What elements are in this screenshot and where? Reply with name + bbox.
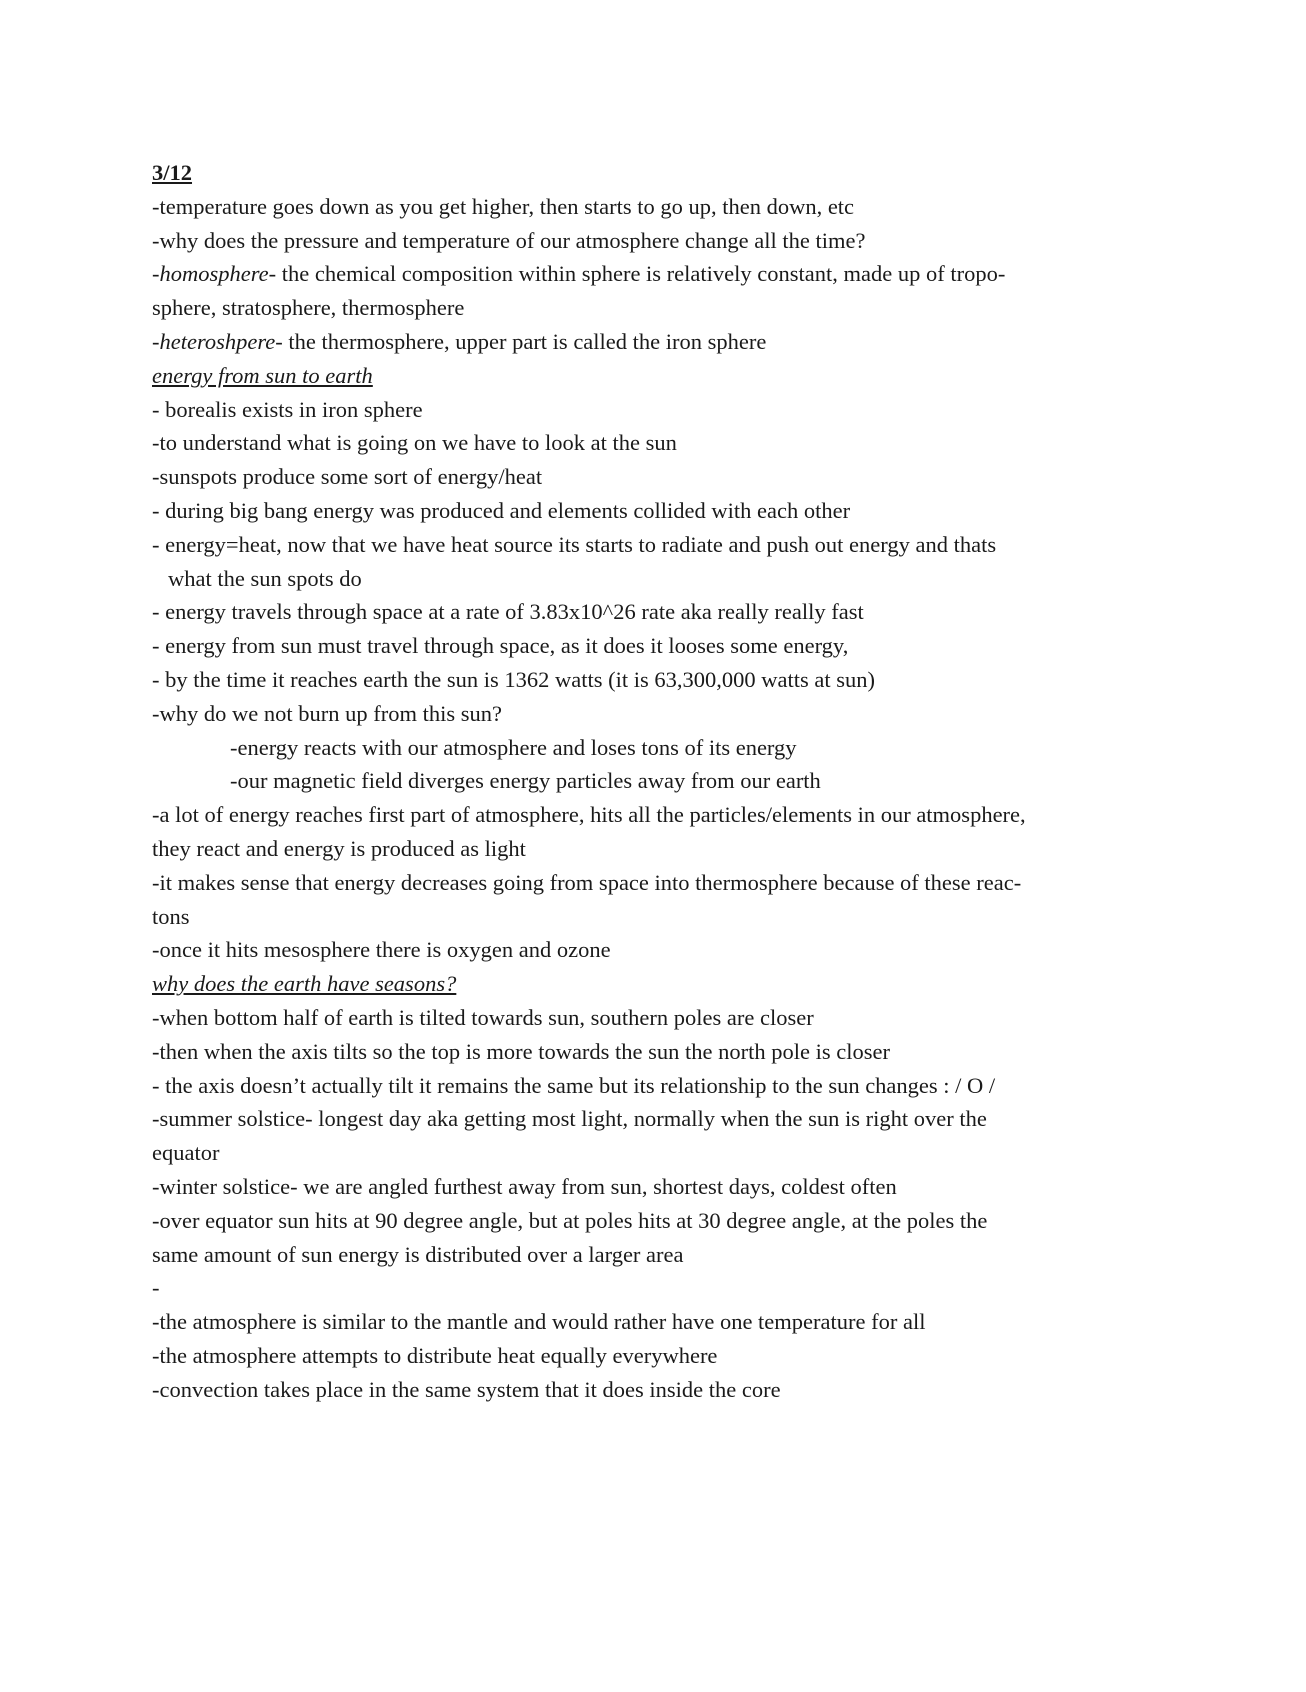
note-line: - (152, 1275, 160, 1301)
note-line: -sunspots produce some sort of energy/heat (152, 464, 543, 490)
section-heading-seasons: why does the earth have seasons? (152, 971, 457, 997)
note-line: -when bottom half of earth is tilted towards sun, southern poles are closer (152, 1004, 814, 1030)
note-line-indented: -energy reacts with our atmosphere and loses tons of its energy (230, 734, 797, 760)
note-line (152, 257, 1142, 291)
note-line-indented: -our magnetic field diverges energy particles away from our earth (230, 768, 821, 794)
term-homosphere: -homosphere- (152, 261, 277, 287)
note-line: -why do we not burn up from this sun? (152, 700, 502, 726)
note-line: -summer solstice- longest day aka getting most light, normally when the sun is right over the (152, 1106, 987, 1132)
note-line: - by the time it reaches earth the sun is 1362 watts (it is 63,300,000 watts at sun) (152, 666, 875, 692)
note-line: -why does the pressure and temperature of our atmosphere change all the time? (152, 227, 866, 253)
note-line: -to understand what is going on we have to look at the sun (152, 430, 677, 456)
note-line: - energy=heat, now that we have heat source its starts to radiate and push out energy and thats (152, 531, 997, 557)
note-line: what the sun spots do (168, 565, 362, 591)
note-line: -the atmosphere attempts to distribute heat equally everywhere (152, 1342, 718, 1368)
note-line: - energy travels through space at a rate of 3.83x10^26 rate aka really really fast (152, 599, 864, 625)
notes-page (152, 156, 1142, 1406)
note-line: equator (152, 1140, 220, 1166)
note-line: - energy from sun must travel through space, as it does it looses some energy, (152, 633, 849, 659)
note-line: sphere, stratosphere, thermosphere (152, 295, 465, 321)
note-line: -temperature goes down as you get higher, then starts to go up, then down, etc (152, 193, 855, 219)
term-definition: the thermosphere, upper part is called the iron sphere (282, 328, 767, 354)
note-line: same amount of sun energy is distributed over a larger area (152, 1241, 684, 1267)
note-line: -it makes sense that energy decreases going from space into thermosphere because of these reac- (152, 869, 1022, 895)
note-line: -once it hits mesosphere there is oxygen and ozone (152, 937, 611, 963)
note-line: they react and energy is produced as light (152, 835, 526, 861)
note-line: - the axis doesn’t actually tilt it remains the same but its relationship to the sun changes : / O / (152, 1072, 996, 1098)
note-line: -then when the axis tilts so the top is more towards the sun the north pole is closer (152, 1038, 890, 1064)
note-line: tons (152, 903, 190, 929)
note-line: -over equator sun hits at 90 degree angle, but at poles hits at 30 degree angle, at the poles the (152, 1207, 988, 1233)
section-heading-energy: energy from sun to earth (152, 362, 373, 388)
term-definition: the chemical composition within sphere is relatively constant, made up of tropo- (276, 261, 1006, 287)
term-heterosphere: -heteroshpere- (152, 328, 283, 354)
note-line: -the atmosphere is similar to the mantle and would rather have one temperature for all (152, 1309, 926, 1335)
note-line: - during big bang energy was produced and elements collided with each other (152, 497, 851, 523)
note-line: - borealis exists in iron sphere (152, 396, 423, 422)
note-line: -winter solstice- we are angled furthest away from sun, shortest days, coldest often (152, 1173, 897, 1199)
note-line (152, 325, 1142, 359)
date-heading: 3/12 (152, 160, 193, 185)
note-line: -a lot of energy reaches first part of atmosphere, hits all the particles/elements in our atmosphere, (152, 802, 1026, 828)
note-line: -convection takes place in the same system that it does inside the core (152, 1376, 781, 1402)
